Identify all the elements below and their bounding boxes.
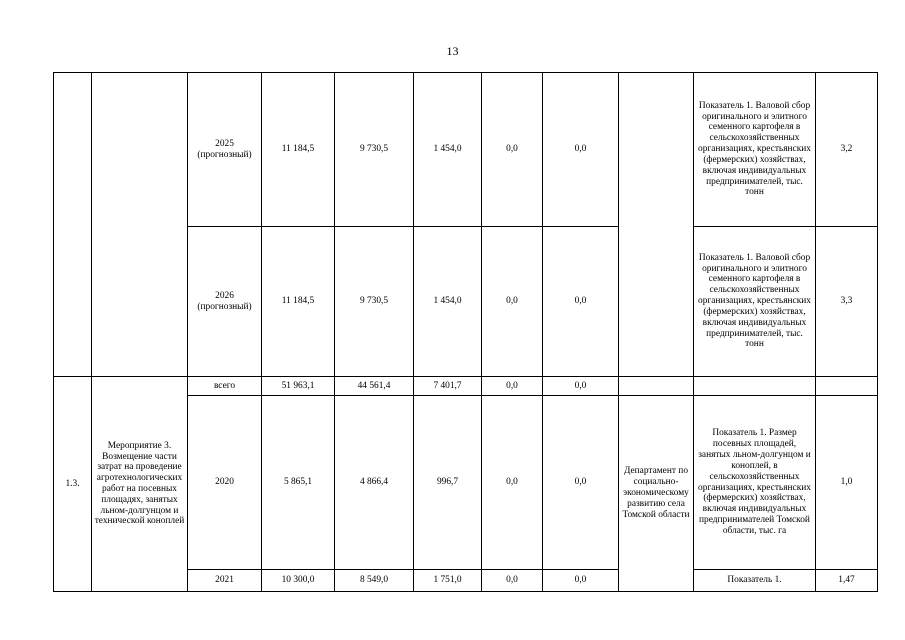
- total-cell: 10 300,0: [262, 570, 335, 592]
- total-cell: 5 865,1: [262, 396, 335, 570]
- event-cell-empty: [92, 73, 188, 377]
- indicator-cell: Показатель 1. Валовой сбор оригинального и элитного семенного картофеля в сельскохозяйственных организациях, крестьянских (фермерских) хозяйствах, включая индивидуальных предпринимателей, тыс. тонн: [694, 227, 816, 377]
- regional-cell: 1 454,0: [414, 227, 482, 377]
- table-row: [54, 377, 878, 396]
- indicator-cell: Показатель 1.: [694, 570, 816, 592]
- indicator-cell: Показатель 1. Размер посевных площадей, занятых льном-долгунцом и коноплей, в сельскохозяйственных организациях, крестьянских (фермерских) хозяйствах, включая индивидуальных предпринимателей Томской области, тыс. га: [694, 396, 816, 570]
- indicator-value-cell: 3,2: [816, 73, 878, 227]
- year-label: 2026: [215, 290, 234, 301]
- local-cell: 0,0: [482, 227, 543, 377]
- local-cell: 0,0: [482, 396, 543, 570]
- extra-cell: 0,0: [543, 73, 619, 227]
- department-cell: Департамент по социально-экономическому развитию села Томской области: [619, 396, 694, 592]
- year-cell: [188, 73, 262, 227]
- year-note: (прогнозный): [197, 301, 252, 312]
- local-cell: 0,0: [482, 377, 543, 396]
- local-cell: 0,0: [482, 73, 543, 227]
- regional-cell: 7 401,7: [414, 377, 482, 396]
- extra-cell: 0,0: [543, 570, 619, 592]
- indicator-value-cell: 3,3: [816, 227, 878, 377]
- extra-cell: 0,0: [543, 377, 619, 396]
- federal-cell: 8 549,0: [335, 570, 414, 592]
- item-number: 1.3.: [54, 377, 92, 592]
- regional-cell: 1 751,0: [414, 570, 482, 592]
- federal-cell: 9 730,5: [335, 227, 414, 377]
- year-cell: 2021: [188, 570, 262, 592]
- local-cell: 0,0: [482, 570, 543, 592]
- year-cell: всего: [188, 377, 262, 396]
- indicator-cell: Показатель 1. Валовой сбор оригинального и элитного семенного картофеля в сельскохозяйственных организациях, крестьянских (фермерских) хозяйствах, включая индивидуальных предпринимателей, тыс. тонн: [694, 73, 816, 227]
- federal-cell: 44 561,4: [335, 377, 414, 396]
- program-table: [53, 72, 878, 592]
- federal-cell: 9 730,5: [335, 73, 414, 227]
- indicator-value-cell-empty: [816, 377, 878, 396]
- num-cell-empty: [54, 73, 92, 377]
- total-cell: 11 184,5: [262, 73, 335, 227]
- extra-cell: 0,0: [543, 227, 619, 377]
- federal-cell: 4 866,4: [335, 396, 414, 570]
- department-cell-empty: [619, 73, 694, 377]
- event-description: Мероприятие 3. Возмещение части затрат на проведение агротехнологических работ на посевных площадях, занятых льном-долгунцом и технической коноплей: [92, 377, 188, 592]
- indicator-value-cell: 1,0: [816, 396, 878, 570]
- regional-cell: 996,7: [414, 396, 482, 570]
- year-note: (прогнозный): [197, 149, 252, 160]
- total-cell: 51 963,1: [262, 377, 335, 396]
- indicator-value-cell: 1,47: [816, 570, 878, 592]
- year-cell: 2020: [188, 396, 262, 570]
- department-cell-empty: [619, 377, 694, 396]
- table-row: [54, 73, 878, 227]
- year-label: 2025: [215, 138, 234, 149]
- indicator-cell-empty: [694, 377, 816, 396]
- page-number: 13: [446, 44, 459, 58]
- year-cell: [188, 227, 262, 377]
- extra-cell: 0,0: [543, 396, 619, 570]
- regional-cell: 1 454,0: [414, 73, 482, 227]
- total-cell: 11 184,5: [262, 227, 335, 377]
